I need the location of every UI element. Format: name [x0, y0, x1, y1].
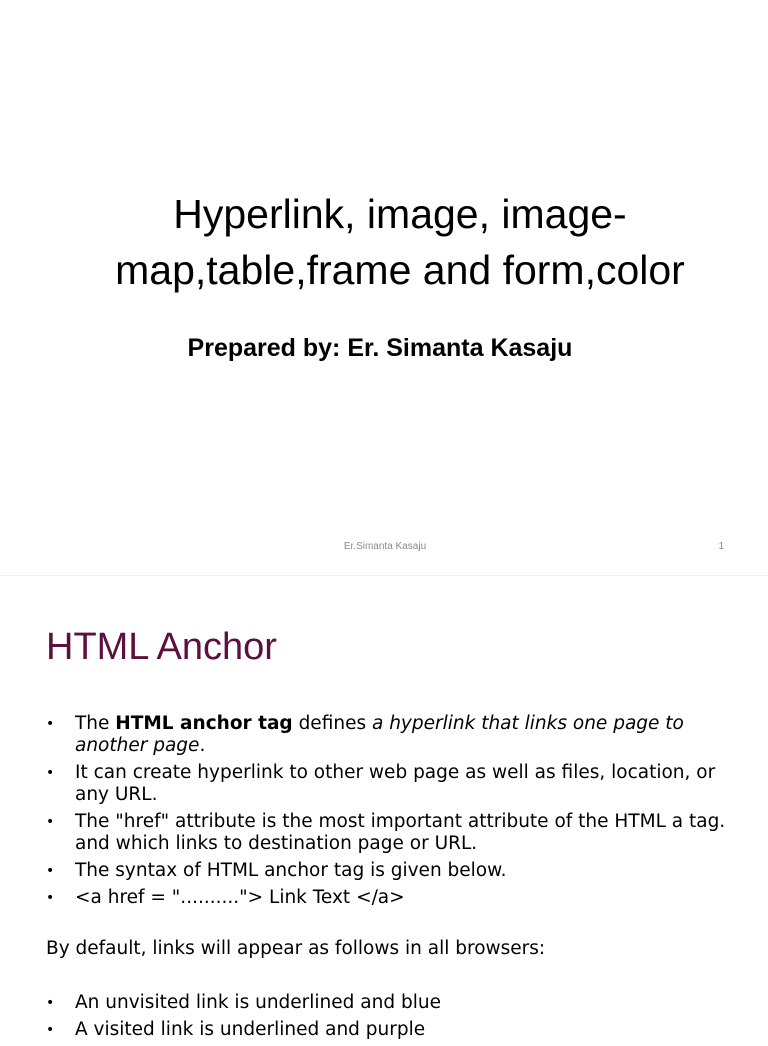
bullet-text: The syntax of HTML anchor tag is given below.	[75, 860, 507, 881]
bullet-text-post: .	[199, 735, 206, 756]
slide-title-line-1: Hyperlink, image, image-	[173, 191, 627, 237]
bullet-icon: •	[46, 716, 55, 732]
bullet-icon: •	[46, 995, 55, 1011]
list-item	[46, 1019, 736, 1041]
bullet-text: It can create hyperlink to other web page as well as files, location, or any URL.	[75, 762, 716, 805]
bullet-text: A visited link is underlined and purple	[75, 1019, 426, 1040]
bullet-icon: •	[46, 1022, 55, 1038]
list-item	[46, 887, 736, 909]
list-item	[46, 762, 736, 806]
bullet-text: An unvisited link is underlined and blue	[75, 992, 441, 1013]
slide-footer: Er.Simanta Kasaju	[343, 541, 427, 552]
bullet-icon: •	[46, 814, 55, 830]
bullet-icon: •	[46, 765, 55, 781]
bullet-icon: •	[46, 863, 55, 879]
bullet-text-pre: The	[75, 713, 116, 734]
bullet-text: <a href = ".........."> Link Text </a>	[75, 887, 405, 908]
list-item	[46, 811, 736, 855]
html-anchor-slide	[0, 576, 768, 1040]
list-item	[46, 713, 736, 757]
bullet-text-italic: a hyperlink that links one page to another page	[75, 713, 684, 756]
slide-title	[70, 186, 730, 298]
bullet-text-mid: defines	[292, 713, 372, 734]
slide-title-line-2: map,table,frame and form,color	[115, 247, 685, 293]
bullet-list	[46, 713, 736, 914]
paragraph-text: By default, links will appear as follows in all browsers:	[46, 938, 546, 959]
slide-number: 1	[718, 541, 724, 552]
bullet-list-links	[46, 992, 736, 1046]
bullet-text-bold: HTML anchor tag	[115, 713, 293, 734]
bullet-text: The "href" attribute is the most important attribute of the HTML a tag. and which links to destination page or URL.	[75, 811, 726, 854]
list-item	[46, 992, 736, 1014]
list-item	[46, 860, 736, 882]
bullet-icon: •	[46, 890, 55, 906]
slide-heading: HTML Anchor	[46, 626, 277, 668]
prepared-by-subtitle: Prepared by: Er. Simanta Kasaju	[187, 334, 573, 362]
